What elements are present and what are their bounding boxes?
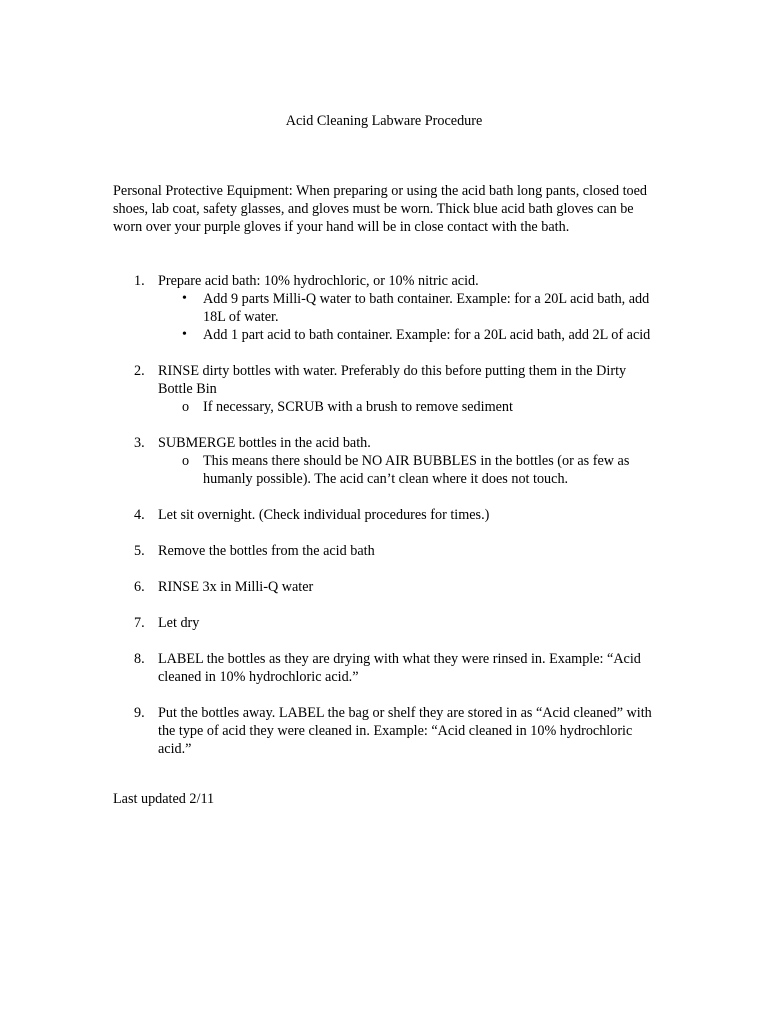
step-text: Let sit overnight. (Check individual procedures for times.): [158, 507, 490, 523]
procedure-step: [113, 542, 661, 560]
bullet-icon: •: [182, 291, 187, 306]
bullet-icon: •: [182, 327, 187, 342]
step-text: RINSE dirty bottles with water. Preferably do this before putting them in the Dirty Bottle Bin: [158, 363, 627, 397]
step-text: Put the bottles away. LABEL the bag or shelf they are stored in as “Acid cleaned” with the type of acid they were cleaned in. Example: “Acid cleaned in 10% hydrochloric acid.”: [158, 705, 652, 757]
step-sub-item: [158, 452, 661, 488]
step-number: 9.: [134, 705, 145, 721]
step-number: 1.: [134, 273, 145, 289]
sub-item-text: Add 1 part acid to bath container. Example: for a 20L acid bath, add 2L of acid: [203, 327, 651, 343]
procedure-step: [113, 272, 661, 344]
step-number: 5.: [134, 543, 145, 559]
step-sub-list: [158, 398, 661, 416]
sub-item-text: Add 9 parts Milli-Q water to bath container. Example: for a 20L acid bath, add 18L of water.: [203, 291, 650, 325]
step-sub-list: [158, 290, 661, 344]
procedure-step: [113, 614, 661, 632]
procedure-step: [113, 578, 661, 596]
document-title: Acid Cleaning Labware Procedure: [285, 113, 483, 129]
procedure-step: [113, 650, 661, 686]
procedure-step: [113, 434, 661, 488]
step-text: Let dry: [158, 615, 200, 631]
step-number: 7.: [134, 615, 145, 631]
step-text: Prepare acid bath: 10% hydrochloric, or 10% nitric acid.: [158, 273, 479, 289]
step-text: RINSE 3x in Milli-Q water: [158, 579, 314, 595]
step-sub-item: [158, 326, 661, 344]
step-sub-item: [158, 290, 661, 326]
step-number: 6.: [134, 579, 145, 595]
step-text: SUBMERGE bottles in the acid bath.: [158, 435, 371, 451]
step-sub-item: [158, 398, 661, 416]
circle-bullet-icon: o: [182, 453, 190, 469]
procedure-step: [113, 362, 661, 416]
step-number: 8.: [134, 651, 145, 667]
sub-item-text: This means there should be NO AIR BUBBLES in the bottles (or as few as humanly possible). The acid can’t clean where it does not touch.: [203, 453, 630, 487]
circle-bullet-icon: o: [182, 399, 190, 415]
step-sub-list: [158, 452, 661, 488]
step-text: LABEL the bottles as they are drying with what they were rinsed in. Example: “Acid cleaned in 10% hydrochloric acid.”: [158, 651, 641, 685]
ppe-paragraph: Personal Protective Equipment: When preparing or using the acid bath long pants, closed toed shoes, lab coat, safety glasses, and gloves must be worn. Thick blue acid bath gloves can be worn over your purple gloves if your hand will be in close contact with the bath.: [113, 183, 648, 235]
last-updated-text: Last updated 2/11: [113, 791, 215, 807]
procedure-steps-list: [113, 272, 661, 776]
step-number: 3.: [134, 435, 145, 451]
step-number: 4.: [134, 507, 145, 523]
procedure-step: [113, 506, 661, 524]
step-number: 2.: [134, 363, 145, 379]
procedure-step: [113, 704, 661, 758]
sub-item-text: If necessary, SCRUB with a brush to remove sediment: [203, 399, 513, 415]
step-text: Remove the bottles from the acid bath: [158, 543, 375, 559]
